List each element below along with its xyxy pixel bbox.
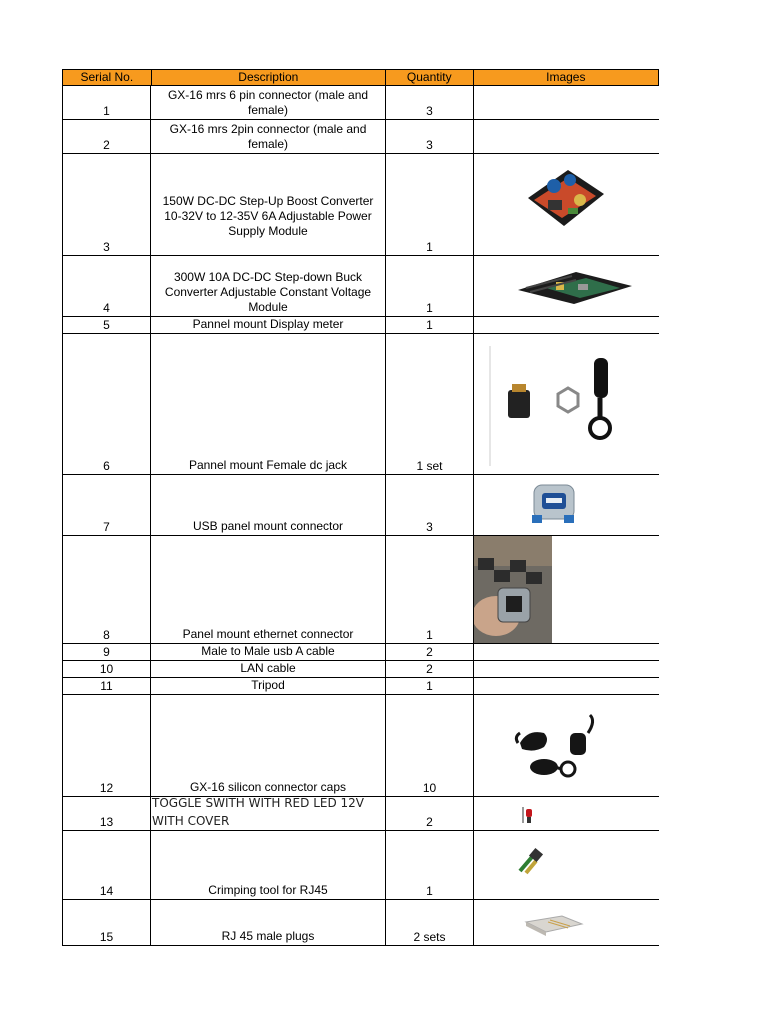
description-cell: RJ 45 male plugs (221, 929, 315, 943)
bill-of-materials-table (62, 69, 659, 946)
serial-cell: 12 (99, 781, 114, 795)
image-cell (474, 317, 659, 333)
quantity-cell: 10 (422, 781, 437, 795)
description-cell: GX-16 mrs 2pin connector (male and female) (169, 122, 367, 151)
table-row (62, 678, 659, 695)
description-cell: USB panel mount connector (192, 519, 344, 533)
table-row (62, 317, 659, 334)
description-cell: GX-16 silicon connector caps (189, 780, 347, 794)
header-images: Images (546, 70, 586, 84)
serial-cell: 3 (103, 240, 110, 254)
silicon-caps-photo (514, 713, 600, 783)
quantity-cell: 3 (426, 520, 433, 534)
description-cell: LAN cable (240, 661, 296, 675)
serial-cell: 6 (103, 459, 110, 473)
quantity-cell: 1 set (416, 459, 443, 473)
description-cell: 150W DC-DC Step-Up Boost Converter 10-32V to 12-35V 6A Adjustable Power Supply Module (162, 194, 374, 238)
header-description: Description (152, 70, 386, 85)
table-row (62, 695, 659, 797)
ethernet-connector-photo (474, 536, 552, 643)
serial-cell: 9 (103, 645, 110, 659)
image-cell (474, 86, 659, 119)
table-header-row (62, 69, 659, 86)
table-row (62, 475, 659, 536)
quantity-cell: 3 (426, 138, 433, 152)
serial-cell: 13 (99, 815, 114, 829)
image-cell (474, 154, 659, 255)
table-row (62, 536, 659, 644)
table-row (62, 334, 659, 475)
table-row (62, 900, 659, 946)
quantity-cell: 1 (426, 884, 433, 898)
quantity-cell: 2 sets (413, 930, 446, 944)
quantity-cell: 2 (426, 662, 433, 676)
image-cell (474, 695, 659, 796)
table-row (62, 256, 659, 317)
table-row (62, 831, 659, 900)
description-cell: 300W 10A DC-DC Step-down Buck Converter Adjustable Constant Voltage Module (164, 270, 372, 314)
image-cell (474, 678, 659, 694)
dc-jack-set-photo (488, 344, 614, 468)
header-serial: Serial No. (63, 70, 152, 85)
description-cell: GX-16 mrs 6 pin connector (male and female) (167, 88, 369, 117)
image-cell (474, 661, 659, 677)
buck-converter-photo (516, 268, 634, 306)
quantity-cell: 1 (426, 679, 433, 693)
image-cell (474, 831, 659, 899)
table-row (62, 661, 659, 678)
description-cell: Male to Male usb A cable (201, 644, 335, 658)
image-cell (474, 334, 659, 474)
description-cell: Tripod (251, 678, 285, 692)
quantity-cell: 1 (426, 318, 433, 332)
description-cell: Crimping tool for RJ45 (208, 883, 328, 897)
quantity-cell: 1 (426, 628, 433, 642)
serial-cell: 2 (103, 138, 110, 152)
table-row (62, 86, 659, 120)
crimping-tool-photo (516, 847, 544, 875)
description-cell: Pannel mount Female dc jack (188, 458, 348, 472)
image-cell (474, 475, 659, 535)
image-cell (474, 256, 659, 316)
serial-cell: 7 (103, 520, 110, 534)
quantity-cell: 3 (426, 104, 433, 118)
description-cell: Pannel mount Display meter (192, 317, 344, 331)
serial-cell: 5 (103, 318, 110, 332)
table-row (62, 797, 659, 831)
image-cell (474, 900, 659, 945)
serial-cell: 10 (99, 662, 114, 676)
serial-cell: 14 (99, 884, 114, 898)
usb-panel-connector-photo (528, 479, 580, 527)
toggle-switch-photo (520, 805, 534, 825)
table-row (62, 644, 659, 661)
serial-cell: 11 (100, 679, 113, 693)
serial-cell: 4 (103, 301, 110, 315)
serial-cell: 15 (99, 930, 114, 944)
quantity-cell: 2 (426, 645, 433, 659)
image-cell (474, 120, 659, 153)
rj45-plugs-photo (522, 912, 586, 938)
image-cell (474, 644, 659, 660)
quantity-cell: 1 (426, 301, 433, 315)
description-cell: TOGGLE SWITH WITH RED LED 12V WITH COVER (152, 796, 364, 828)
quantity-cell: 2 (426, 815, 433, 829)
image-cell (474, 797, 659, 830)
boost-converter-photo (524, 164, 606, 236)
serial-cell: 1 (103, 104, 110, 118)
header-quantity: Quantity (386, 70, 474, 85)
image-cell (474, 536, 659, 643)
table-row (62, 154, 659, 256)
table-row (62, 120, 659, 154)
serial-cell: 8 (103, 628, 110, 642)
description-cell: Panel mount ethernet connector (182, 627, 354, 641)
quantity-cell: 1 (426, 240, 433, 254)
